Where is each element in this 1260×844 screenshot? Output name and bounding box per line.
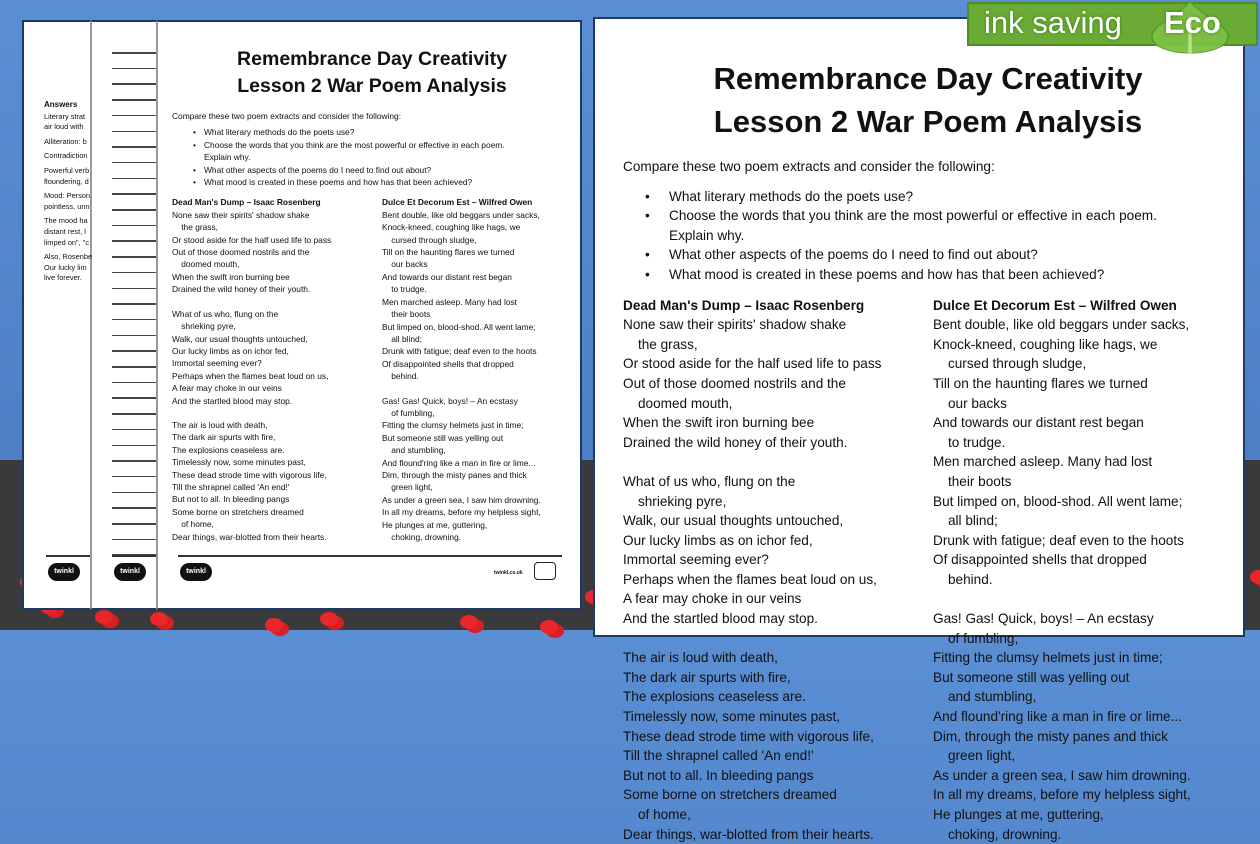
poem-line: choking, drowning.	[391, 532, 462, 542]
poem-line: When the swift iron burning bee	[172, 271, 290, 282]
poem-line: and stumbling,	[391, 445, 446, 456]
question-item: • Choose the words that you think are the most powerful or effective in each poem.	[669, 206, 1233, 226]
poem-line: These dead strode time with vigorous life,	[172, 469, 327, 480]
poppy-flower	[540, 620, 558, 634]
writing-line	[112, 272, 158, 274]
poem-line: Fitting the clumsy helmets just in time;	[382, 420, 524, 431]
poem-heading: Dead Man's Dump – Isaac Rosenberg	[172, 197, 321, 208]
poem-line: The dark air spurts with fire,	[172, 432, 276, 443]
poem-line: their boots	[947, 473, 1012, 489]
poem-line: Knock-kneed, coughing like hags, we	[382, 222, 521, 233]
writing-line	[112, 507, 158, 509]
stanza-break	[623, 629, 933, 649]
poem-line: The air is loud with death,	[172, 419, 268, 430]
poem-line: choking, drowning.	[947, 826, 1062, 842]
poem-line: of fumbling,	[391, 407, 435, 418]
stanza-break	[623, 452, 933, 472]
poem-line: But not to all. In bleeding pangs	[623, 767, 814, 783]
title-line-1: Remembrance Day Creativity	[237, 48, 507, 70]
writing-line	[112, 99, 158, 101]
poem-line: Perhaps when the flames beat loud on us,	[623, 571, 877, 587]
poem-line: Out of those doomed nostrils and the	[623, 375, 846, 391]
writing-line	[112, 350, 158, 352]
poem-line: Men marched asleep. Many had lost	[933, 454, 1153, 470]
poem-line: Out of those doomed nostrils and the	[172, 247, 310, 258]
poem-line: Our lucky limbs as on ichor fed,	[172, 345, 289, 356]
question-item: Explain why.	[669, 227, 745, 243]
question-item: • Choose the words that you think are the most powerful or effective in each poem.	[204, 139, 572, 151]
poem-line: Till on the haunting flares we turned	[933, 375, 1148, 391]
poem-line: Walk, our usual thoughts untouched,	[172, 333, 308, 344]
poem-line: Drunk with fatigue; deaf even to the hoots	[933, 532, 1184, 548]
writing-line	[112, 523, 158, 525]
answer-paragraph: Mood: Person pointless, unn	[44, 191, 91, 211]
poem-heading: Dulce Et Decorum Est – Wilfred Owen	[382, 197, 533, 208]
writing-line	[112, 131, 158, 133]
poem-line: Knock-kneed, coughing like hags, we	[933, 336, 1158, 352]
writing-line	[112, 413, 158, 415]
poem-line: Perhaps when the flames beat loud on us,	[172, 370, 329, 381]
poem-line: shrieking pyre,	[181, 321, 236, 332]
writing-line	[112, 209, 158, 211]
poem-line: Timelessly now, some minutes past,	[623, 709, 841, 725]
poem-line: As under a green sea, I saw him drowning.	[382, 494, 541, 505]
poem-line: all blind;	[947, 513, 998, 529]
title-line-2: Lesson 2 War Poem Analysis	[713, 104, 1143, 139]
answer-paragraph: The mood ha distant rest, l limped on", "c	[44, 216, 90, 247]
writing-line	[112, 52, 158, 54]
poem-line: The air is loud with death,	[623, 650, 778, 666]
question-item: • What other aspects of the poems do I need to find out about?	[669, 245, 1233, 265]
question-item: • What literary methods do the poets use?	[204, 126, 572, 138]
writing-line	[112, 303, 158, 305]
answer-paragraph: Contradiction	[44, 151, 88, 161]
poem-line: doomed mouth,	[181, 259, 240, 270]
poem-line: Drunk with fatigue; deaf even to the hoots	[382, 346, 537, 357]
poem-line: cursed through sludge,	[947, 356, 1087, 372]
poem-line: Dear things, war-blotted from their hearts.	[172, 531, 327, 542]
question-list	[204, 126, 572, 188]
poem-line: green light,	[947, 748, 1016, 764]
poem-line: In all my dreams, before my helpless sight,	[382, 507, 541, 518]
poem-line: shrieking pyre,	[637, 493, 727, 509]
writing-line	[112, 445, 158, 447]
poem-line: The explosions ceaseless are.	[623, 689, 806, 705]
poem-column	[382, 196, 572, 543]
question-list	[669, 187, 1233, 285]
poem-line: But not to all. In bleeding pangs	[172, 494, 290, 505]
poem-line: Our lucky limbs as on ichor fed,	[623, 532, 813, 548]
poem-line: What of us who, flung on the	[172, 308, 279, 319]
writing-line	[112, 539, 158, 541]
ink-saving-text: ink saving	[984, 5, 1122, 40]
poem-columns	[172, 196, 572, 543]
poem-columns	[623, 296, 1233, 844]
poem-line: And the startled blood may stop.	[623, 611, 818, 627]
writing-line	[112, 366, 158, 368]
poem-line: Drained the wild honey of their youth.	[623, 434, 848, 450]
writing-line	[112, 382, 158, 384]
poem-line: Bent double, like old beggars under sacks,	[933, 317, 1190, 333]
poem-line: doomed mouth,	[637, 395, 733, 411]
poem-line: In all my dreams, before my helpless sight,	[933, 787, 1191, 803]
poem-line: As under a green sea, I saw him drowning.	[933, 767, 1191, 783]
twinkl-logo: twinkl	[48, 563, 80, 581]
twinkl-url: twinkl.co.uk	[494, 570, 523, 576]
poppy-flower	[150, 612, 168, 626]
answer-paragraph: Literary strat air loud with	[44, 111, 86, 132]
poem-line: But limped on, blood-shod. All went lame;	[933, 493, 1183, 509]
writing-line	[112, 178, 158, 180]
worksheet-small	[158, 20, 582, 608]
answers-heading: Answers	[44, 100, 78, 109]
poem-line: to trudge.	[391, 284, 427, 295]
writing-line	[112, 429, 158, 431]
poem-line: But limped on, blood-shod. All went lame;	[382, 321, 536, 332]
poem-line: Or stood aside for the half used life to pass	[623, 356, 882, 372]
answer-paragraph: Powerful verb floundering, d	[44, 165, 90, 186]
writing-line	[112, 288, 158, 290]
eco-label: Eco	[1164, 5, 1221, 40]
poem-line: The dark air spurts with fire,	[623, 669, 791, 685]
twinkl-logo: twinkl	[180, 563, 212, 581]
poem-line: Bent double, like old beggars under sacks,	[382, 209, 540, 220]
poem-line: our backs	[391, 259, 428, 270]
writing-line	[112, 240, 158, 242]
poem-line: And towards our distant rest began	[933, 415, 1144, 431]
poem-heading: Dead Man's Dump – Isaac Rosenberg	[623, 297, 865, 313]
poem-line: Dim, through the misty panes and thick	[382, 469, 527, 480]
stanza-break	[933, 589, 1233, 609]
poem-column	[933, 296, 1233, 844]
intro-text: Compare these two poem extracts and consider the following:	[623, 159, 995, 174]
worksheet-large	[593, 17, 1245, 842]
intro-text: Compare these two poem extracts and consider the following:	[172, 111, 402, 121]
poppy-flower	[320, 612, 338, 626]
writing-line	[112, 146, 158, 148]
poem-line: to trudge.	[947, 434, 1006, 450]
title-line-1: Remembrance Day Creativity	[713, 61, 1143, 96]
writing-line	[112, 83, 158, 85]
writing-line	[112, 256, 158, 258]
writing-line	[112, 319, 158, 321]
poem-heading: Dulce Et Decorum Est – Wilfred Owen	[933, 297, 1177, 313]
poem-line: Dim, through the misty panes and thick	[933, 728, 1168, 744]
poem-line: Till the shrapnel called 'An end!'	[172, 481, 290, 492]
poem-line: behind.	[391, 371, 419, 382]
poem-column	[623, 296, 933, 844]
writing-line	[112, 492, 158, 494]
writing-line	[112, 193, 158, 195]
poem-line: Till the shrapnel called 'An end!'	[623, 748, 814, 764]
writing-line	[112, 397, 158, 399]
question-item: • What mood is created in these poems and how has that been achieved?	[204, 176, 572, 188]
poem-line: And towards our distant rest began	[382, 271, 512, 282]
writing-line	[112, 460, 158, 462]
poem-line: Of disappointed shells that dropped	[933, 552, 1147, 568]
poem-line: Some borne on stretchers dreamed	[623, 787, 837, 803]
stanza-break	[172, 407, 376, 419]
poem-line: of home,	[181, 519, 214, 530]
poem-line: Immortal seeming ever?	[623, 552, 769, 568]
poem-line: Immortal seeming ever?	[172, 358, 262, 369]
poem-line: Or stood aside for the half used life to pass	[172, 234, 332, 245]
poem-line: Till on the haunting flares we turned	[382, 247, 515, 258]
poem-line: the grass,	[181, 222, 219, 233]
worksheet-title	[623, 57, 1233, 143]
title-line-2: Lesson 2 War Poem Analysis	[237, 75, 507, 97]
poppy-flower	[95, 610, 113, 624]
poem-line: None saw their spirits' shadow shake	[172, 209, 310, 220]
poem-line: Some borne on stretchers dreamed	[172, 506, 304, 517]
poem-line: And flound'ring like a man in fire or lime...	[933, 709, 1182, 725]
writing-line	[112, 115, 158, 117]
poem-line: Gas! Gas! Quick, boys! – An ecstasy	[382, 395, 518, 406]
writing-line	[112, 476, 158, 478]
writing-line	[112, 335, 158, 337]
poem-line: of fumbling,	[947, 630, 1019, 646]
poem-line: The explosions ceaseless are.	[172, 444, 285, 455]
poem-line: What of us who, flung on the	[623, 473, 796, 489]
stanza-break	[172, 296, 376, 308]
poem-line: Drained the wild honey of their youth.	[172, 284, 311, 295]
worksheet-title	[172, 46, 572, 100]
poem-line: Of disappointed shells that dropped	[382, 358, 514, 369]
poem-line: all blind;	[391, 333, 422, 344]
poem-line: But someone still was yelling out	[382, 432, 504, 443]
poem-line: A fear may choke in our veins	[623, 591, 802, 607]
poem-line: Dear things, war-blotted from their hearts.	[623, 826, 874, 842]
answer-paragraph: Alliteration: b	[44, 136, 87, 146]
poem-line: A fear may choke in our veins	[172, 383, 282, 394]
poem-line: green light,	[391, 482, 433, 493]
poem-line: our backs	[947, 395, 1007, 411]
poem-line: He plunges at me, guttering,	[933, 807, 1104, 822]
poem-line: These dead strode time with vigorous life,	[623, 728, 874, 744]
poppy-flower	[460, 615, 478, 629]
question-item: • What mood is created in these poems and how has that been achieved?	[669, 265, 1233, 285]
poem-line: He plunges at me, guttering,	[382, 519, 488, 530]
footer-rule	[112, 555, 158, 557]
poem-line: Fitting the clumsy helmets just in time;	[933, 650, 1163, 666]
poem-line: Gas! Gas! Quick, boys! – An ecstasy	[933, 611, 1154, 627]
answers-content	[22, 20, 112, 610]
poem-column	[172, 196, 376, 543]
poem-line: None saw their spirits' shadow shake	[623, 317, 847, 333]
writing-line	[112, 162, 158, 164]
question-item: • What literary methods do the poets use?	[669, 187, 1233, 207]
poem-line: Men marched asleep. Many had lost	[382, 296, 518, 307]
writing-line	[112, 225, 158, 227]
question-item: • What other aspects of the poems do I need to find out about?	[204, 164, 572, 176]
poem-line: behind.	[947, 571, 993, 587]
poem-line: And flound'ring like a man in fire or lime...	[382, 457, 536, 468]
writing-line	[112, 68, 158, 70]
poem-line: Timelessly now, some minutes past,	[172, 457, 306, 468]
poem-line: and stumbling,	[947, 689, 1037, 705]
poem-line: When the swift iron burning bee	[623, 415, 815, 431]
poem-line: of home,	[637, 807, 691, 822]
poem-line: cursed through sludge,	[391, 234, 477, 245]
answer-paragraph: Also, Rosenbe Our lucky lim live forever.	[44, 252, 93, 283]
twinkl-logo: twinkl	[114, 563, 146, 581]
poem-line: their boots	[391, 309, 431, 320]
poem-line: the grass,	[637, 336, 698, 352]
poem-line: And the startled blood may stop.	[172, 395, 293, 406]
poem-line: But someone still was yelling out	[933, 669, 1130, 685]
poem-line: Walk, our usual thoughts untouched,	[623, 513, 844, 529]
stanza-break	[382, 383, 572, 395]
question-item: Explain why.	[204, 152, 251, 163]
